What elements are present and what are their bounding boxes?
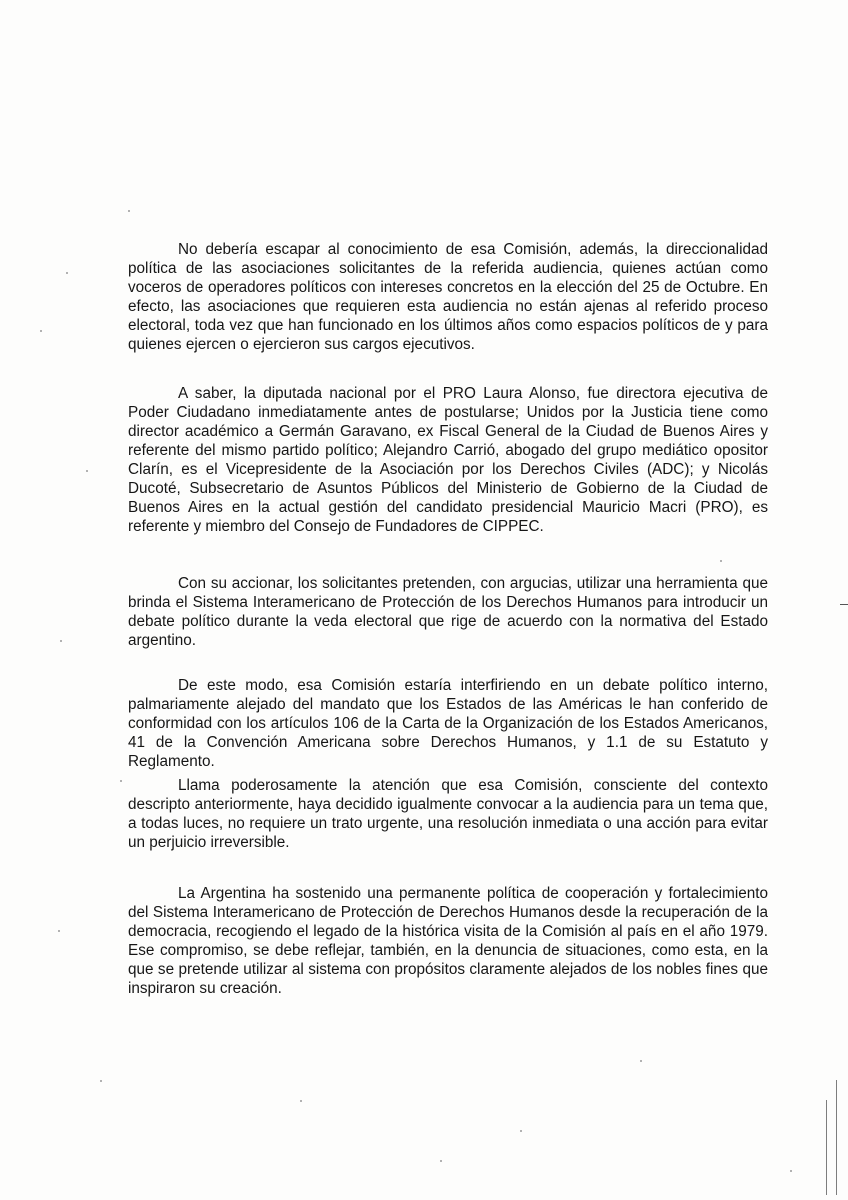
scan-speck [640, 1060, 642, 1062]
scan-speck [58, 930, 60, 932]
scan-speck [60, 640, 62, 642]
scan-speck [720, 560, 722, 562]
paragraph-3 [128, 574, 768, 650]
scan-speck [100, 1080, 102, 1082]
paragraph-3-text: Con su accionar, los solicitantes pretenden, con argucias, utilizar una herramienta que brinda el Sistema Interamericano de Protección de los Derechos Humanos para introducir un debate político durante la veda electoral que rige de acuerdo con la normativa del Estado argentino. [128, 575, 768, 649]
scan-speck [66, 272, 68, 274]
paragraph-2-text: A saber, la diputada nacional por el PRO Laura Alonso, fue directora ejecutiva de Poder Ciudadano inmediatamente antes de postularse; Unidos por la Justicia tiene como director académico a Germán Garavano, ex Fiscal General de la Ciudad de Buenos Aires y referente del mismo partido político; Alejandro Carrió, abogado del grupo mediático opositor Clarín, es el Vicepresidente de la Asociación por los Derechos Civiles (ADC); y Nicolás Ducoté, Subsecretario de Asuntos Públicos del Ministerio de Gobierno de la Ciudad de Buenos Aires en la actual gestión del candidato presidencial Mauricio Macri (PRO), es referente y miembro del Consejo de Fundadores de CIPPEC. [128, 385, 768, 535]
scan-speck [520, 1130, 522, 1132]
scan-speck [86, 470, 88, 472]
paragraph-1 [128, 240, 768, 354]
paragraph-2 [128, 384, 768, 536]
scan-edge-line [836, 1080, 837, 1195]
paragraph-5 [128, 776, 768, 852]
scan-edge-line [826, 1100, 827, 1195]
scan-speck [300, 1100, 302, 1102]
scan-edge-tick [840, 604, 848, 605]
paragraph-4-text: De este modo, esa Comisión estaría interfiriendo en un debate político interno, palmariamente alejado del mandato que los Estados de las Américas le han conferido de conformidad con los artículos 106 de la Carta de la Organización de los Estados Americanos, 41 de la Convención Americana sobre Derechos Humanos, y 1.1 de su Estatuto y Reglamento. [128, 677, 768, 770]
paragraph-4 [128, 676, 768, 771]
scan-speck [790, 1170, 792, 1172]
paragraph-5-text: Llama poderosamente la atención que esa Comisión, consciente del contexto descripto anteriormente, haya decidido igualmente convocar a la audiencia para un tema que, a todas luces, no requiere un trato urgente, una resolución inmediata o una acción para evitar un perjuicio irreversible. [128, 777, 768, 851]
paragraph-6 [128, 884, 768, 998]
scan-speck [440, 1160, 442, 1162]
paragraph-6-text: La Argentina ha sostenido una permanente política de cooperación y fortalecimiento del Sistema Interamericano de Protección de Derechos Humanos desde la recuperación de la democracia, recogiendo el legado de la histórica visita de la Comisión al país en el año 1979. Ese compromiso, se debe reflejar, también, en la denuncia de situaciones, como esta, en la que se pretende utilizar al sistema con propósitos claramente alejados de los nobles fines que inspiraron su creación. [128, 885, 768, 997]
scan-speck [120, 780, 122, 782]
scan-speck [128, 210, 130, 212]
paragraph-1-text: No debería escapar al conocimiento de esa Comisión, además, la direccionalidad política de las asociaciones solicitantes de la referida audiencia, quienes actúan como voceros de operadores políticos con intereses concretos en la elección del 25 de Octubre. En efecto, las asociaciones que requieren esta audiencia no están ajenas al referido proceso electoral, toda vez que han funcionado en los últimos años como espacios políticos de y para quienes ejercen o ejercieron sus cargos ejecutivos. [128, 241, 768, 353]
scan-speck [40, 330, 42, 332]
